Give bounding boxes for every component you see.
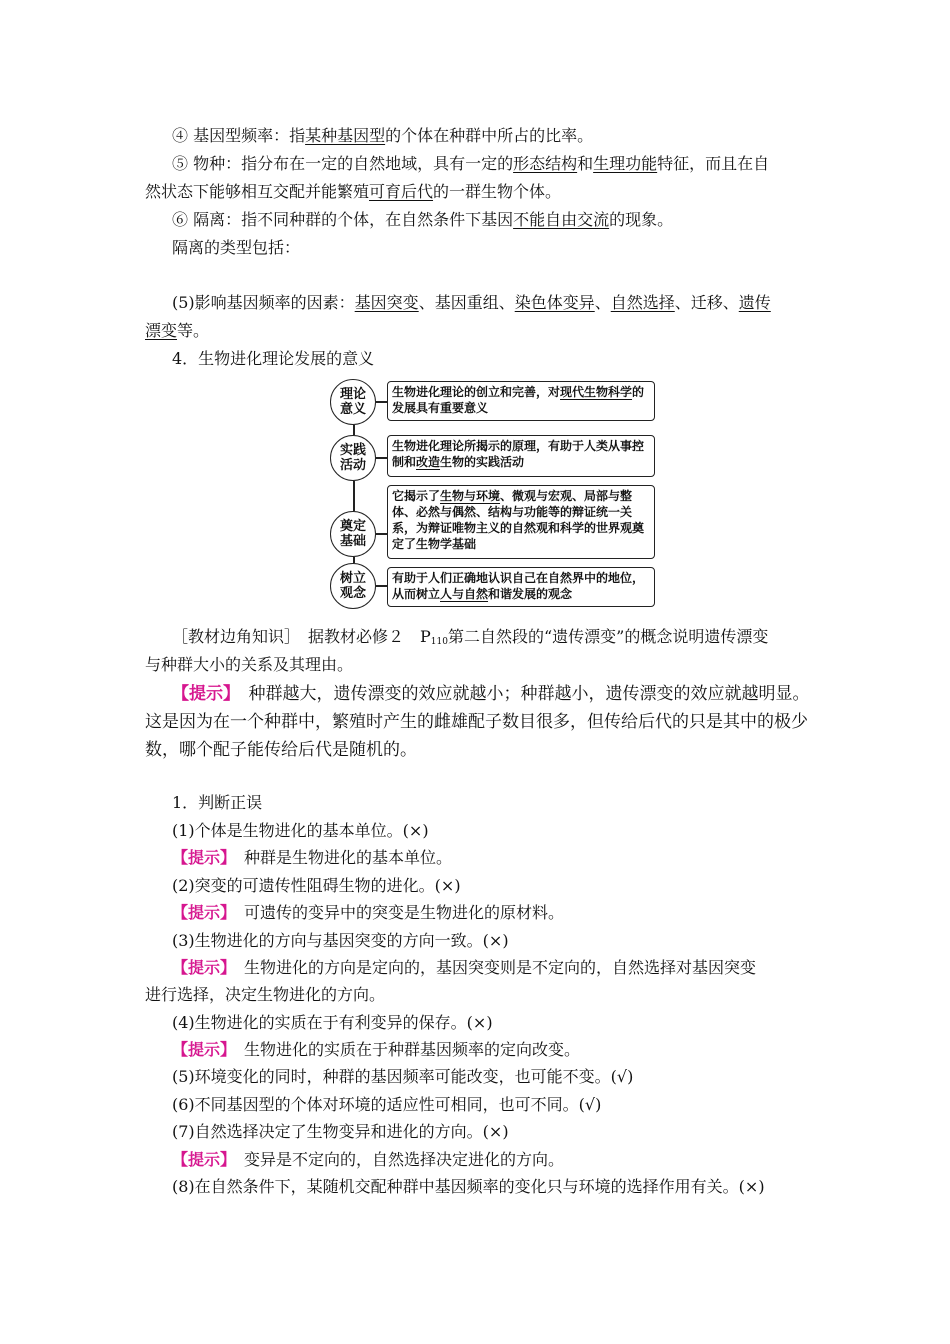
connector-line [376, 457, 387, 459]
underlined-term: 形态结构 [513, 154, 578, 173]
box-text: 生物进化理论所揭示的原理，有助于人类从事控制和 [392, 439, 645, 469]
judge-tip-7 [172, 1150, 564, 1170]
box-text: 生物进化理论的创立和完善，对 [392, 385, 561, 399]
tip-label: 【提示】 [172, 848, 229, 867]
species-definition-line2 [145, 182, 561, 202]
box-text: 它揭示了 [392, 489, 441, 503]
underlined-term: 自然选择 [610, 293, 675, 312]
judge-question-7: (7)自然选择决定了生物变异和进化的方向。(×) [172, 1122, 509, 1141]
text: 可遗传的变异中的突变是生物进化的原材料。 [228, 903, 565, 922]
text: 变异是不定向的，自然选择决定进化的方向。 [228, 1150, 565, 1169]
judge-question-8: (8)在自然条件下，某随机交配种群中基因频率的变化只与环境的选择作用有关。(×) [172, 1177, 765, 1196]
judge-tip-3a [172, 958, 756, 978]
node-label: 观念 [339, 586, 366, 601]
text: 、 [594, 293, 611, 312]
judge-tip-4 [172, 1040, 580, 1060]
node-label: 活动 [339, 458, 366, 473]
underlined-term: 可育后代 [369, 182, 434, 201]
underlined-term: 遗传 [738, 293, 771, 312]
underlined-term: 基因突变 [354, 293, 419, 312]
isolation-definition [172, 210, 673, 230]
judge-tip-3b: 进行选择，决定生物进化的方向。 [145, 985, 386, 1004]
diagram-node-practice [330, 435, 376, 481]
judge-question-2: (2)突变的可遗传性阻碍生物的进化。(×) [172, 876, 461, 895]
text: 种群是生物进化的基本单位。 [228, 848, 453, 867]
text: 第二自然段的“遗传漂变”的概念说明遗传漂变 [447, 627, 769, 646]
tip-label: 【提示】 [172, 958, 229, 977]
diagram-node-foundation [330, 511, 376, 557]
box-text: 和谐发展的观念 [488, 587, 573, 601]
judge-question-6: (6)不同基因型的个体对环境的适应性可相同，也可不同。(√) [172, 1095, 602, 1114]
corner-knowledge-line2: 与种群大小的关系及其理由。 [145, 655, 354, 674]
tip-label: 【提示】 [172, 1040, 229, 1059]
connector-line [376, 401, 387, 403]
underlined-term: 不能自由交流 [513, 210, 610, 229]
text: 的个体在种群中所占的比率。 [385, 126, 594, 145]
box-text: 、微观与宏观、局部与整体、必然与偶然、结构与功能等的辩证统一关系，为辩证唯物主义的自然观和科学的世界观奠定了生物学基础 [392, 489, 645, 551]
corner-knowledge-line1 [172, 627, 768, 652]
box-text: 有助于人们正确地认识自己在自然界中的地位，从而树立 [392, 571, 645, 601]
connector-line [353, 425, 355, 435]
node-label: 意义 [339, 402, 366, 417]
node-label: 理论 [339, 387, 366, 402]
diagram-node-concept [330, 563, 376, 609]
tip-label: 【提示】 [172, 684, 232, 704]
underlined-term: 某种基因型 [305, 126, 386, 145]
connector-line [376, 533, 387, 535]
text: 的一群生物个体。 [433, 182, 562, 201]
text: (5)影响基因频率的因素： [172, 293, 355, 312]
tip-label: 【提示】 [172, 1150, 229, 1169]
text: 生物进化的实质在于种群基因频率的定向改变。 [228, 1040, 581, 1059]
text: 、迁移、 [674, 293, 739, 312]
text: ⑥ 隔离：指不同种群的个体，在自然条件下基因 [172, 210, 514, 229]
text: ④ 基因型频率：指 [172, 126, 306, 145]
diagram-box-concept [387, 567, 655, 607]
judge-question-1: (1)个体是生物进化的基本单位。(×) [172, 821, 429, 840]
species-definition-line1 [172, 154, 769, 174]
node-label: 实践 [339, 443, 366, 458]
underlined-term: 改造 [416, 455, 441, 469]
corner-tip-line3: 数，哪个配子能传给后代是随机的。 [145, 740, 417, 760]
judge-question-4: (4)生物进化的实质在于有利变异的保存。(×) [172, 1013, 493, 1032]
text: 、基因重组、 [418, 293, 515, 312]
judge-heading: 1．判断正误 [172, 793, 263, 812]
connector-line [376, 585, 387, 587]
box-text: 生物的实践活动 [440, 455, 525, 469]
text: 等。 [177, 321, 210, 340]
significance-diagram [330, 379, 660, 609]
diagram-box-practice [387, 435, 655, 477]
node-label: 奠定 [339, 519, 366, 534]
underlined-term: 生物与环境 [440, 489, 501, 503]
underlined-term: 漂变 [145, 321, 178, 340]
underlined-term: 生理功能 [593, 154, 658, 173]
text: 特征，而且在自 [657, 154, 770, 173]
text: 然状态下能够相互交配并能繁殖 [145, 182, 370, 201]
corner-tip-line2: 这是因为在一个种群中，繁殖时产生的雌雄配子数目很多，但传给后代的只是其中的极少 [145, 712, 808, 732]
text: 和 [577, 154, 594, 173]
connector-line [353, 481, 355, 511]
judge-tip-2 [172, 903, 564, 923]
genotype-frequency-definition [172, 126, 593, 146]
judge-question-5: (5)环境变化的同时，种群的基因频率可能改变，也可能不变。(√) [172, 1067, 634, 1086]
text: 生物进化的方向是定向的，基因突变则是不定向的，自然选择对基因突变 [228, 958, 757, 977]
node-label: 树立 [339, 571, 366, 586]
tip-label: 【提示】 [172, 903, 229, 922]
underlined-term: 染色体变异 [514, 293, 595, 312]
node-label: 基础 [339, 534, 366, 549]
judge-tip-1 [172, 848, 452, 868]
text: 的现象。 [609, 210, 674, 229]
corner-tip-line1 [172, 683, 810, 705]
section-heading: 4．生物进化理论发展的意义 [172, 349, 375, 368]
diagram-box-foundation [387, 485, 655, 559]
text: ⑤ 物种：指分布在一定的自然地域，具有一定的 [172, 154, 514, 173]
isolation-types-label: 隔离的类型包括： [172, 238, 301, 257]
text: 种群越大，遗传漂变的效应就越小；种群越小，遗传漂变的效应就越明显。 [231, 684, 810, 704]
judge-question-3: (3)生物进化的方向与基因突变的方向一致。(×) [172, 931, 509, 950]
underlined-term: 人与自然 [440, 587, 489, 601]
page-subscript: 110 [430, 637, 448, 647]
box-text: 的发展具有重要意义 [392, 385, 645, 415]
underlined-term: 现代生物科学 [560, 385, 633, 399]
diagram-node-theory [330, 379, 376, 425]
diagram-box-theory [387, 381, 655, 421]
gene-frequency-factors-line2 [145, 321, 209, 341]
text: ［教材边角知识］ 据教材必修２ P [172, 627, 431, 646]
gene-frequency-factors-line1 [172, 293, 771, 313]
